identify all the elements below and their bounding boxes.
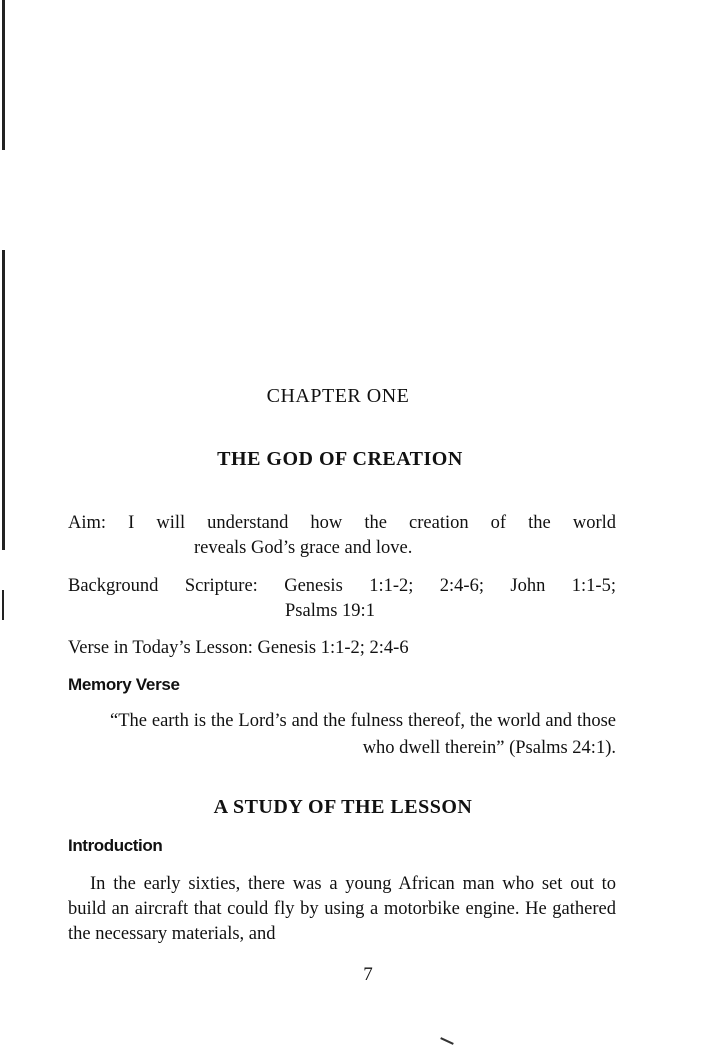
verse-in-lesson: Verse in Today’s Lesson: Genesis 1:1-2; 2:4-6: [68, 638, 409, 658]
aim-line-1: Aim: I will understand how the creation of the world: [68, 513, 616, 533]
introduction-heading: Introduction: [68, 836, 163, 855]
scan-edge-mark: [2, 590, 4, 620]
memory-verse-heading: Memory Verse: [68, 675, 180, 694]
memory-verse-text: “The earth is the Lord’s and the fulness thereof, the world and those who dwell therein” (Psalms 24:1).: [110, 711, 616, 758]
scan-edge-mark: [2, 0, 5, 150]
aim-block: [68, 511, 616, 561]
aim-line-2: reveals God’s grace and love.: [194, 538, 413, 558]
background-scripture-line-2: Psalms 19:1: [285, 601, 375, 621]
chapter-title: THE GOD OF CREATION: [217, 448, 463, 470]
introduction-paragraph: In the early sixties, there was a young African man who set out to build an aircraft that could fly by using a motorbike engine. He gathered the necessary materials, and: [68, 874, 616, 944]
page-number: 7: [363, 964, 373, 985]
background-scripture-line-1: Background Scripture: Genesis 1:1-2; 2:4-6; John 1:1-5;: [68, 576, 616, 596]
scan-stray-mark: [440, 1037, 454, 1045]
background-scripture-block: [68, 574, 616, 624]
study-heading: A STUDY OF THE LESSON: [213, 796, 473, 818]
chapter-label: CHAPTER ONE: [266, 385, 410, 407]
